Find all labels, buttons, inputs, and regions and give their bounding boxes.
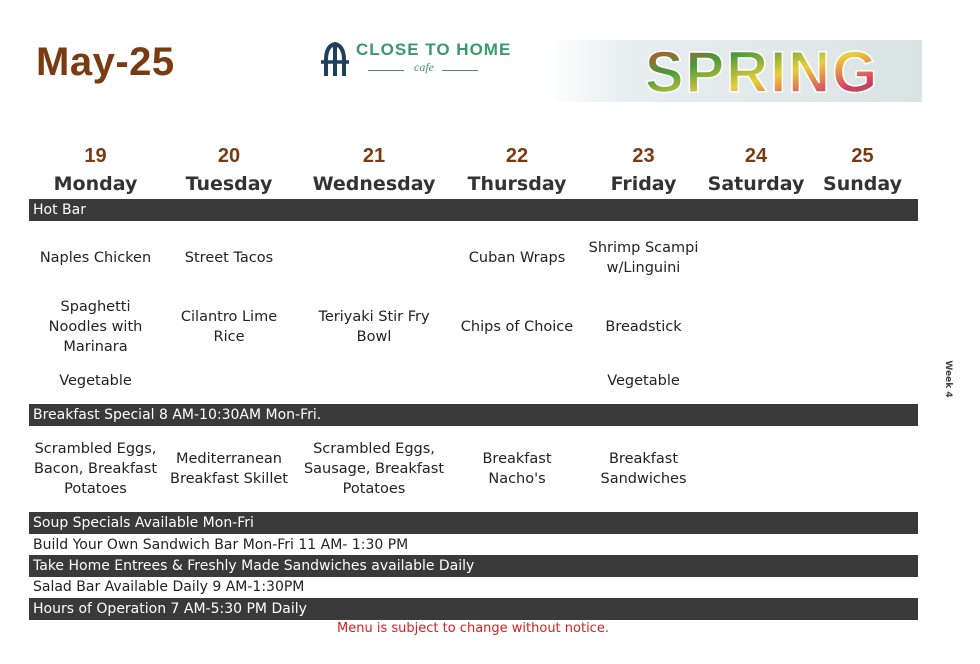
day-number: 24 [744, 145, 768, 167]
spring-banner [546, 40, 922, 102]
week-label: Week 4 [943, 360, 953, 398]
day-header-thursday [452, 142, 582, 198]
section-salad-bar: Salad Bar Available Daily 9 AM-1:30PM [33, 579, 305, 595]
day-header-wednesday [296, 142, 452, 198]
day-number: 22 [505, 145, 529, 167]
hot-bar-main-item: Street Tacos [184, 250, 274, 266]
logo-divider-right [442, 70, 478, 71]
hot-bar-main-item: Shrimp Scampi w/Linguini [588, 240, 699, 276]
day-number: 23 [632, 145, 655, 167]
logo-name: CLOSE TO HOME [356, 40, 512, 59]
day-name: Thursday [467, 173, 567, 195]
day-name: Sunday [823, 173, 902, 195]
section-hours: Hours of Operation 7 AM-5:30 PM Daily [29, 598, 918, 620]
day-header-friday [582, 142, 705, 198]
breakfast-item: Scrambled Eggs, Sausage, Breakfast Potatoes [303, 441, 445, 497]
hot-bar-side-item: Chips of Choice [460, 319, 574, 335]
hot-bar-side-item: Spaghetti Noodles with Marinara [48, 299, 143, 355]
day-number: 19 [84, 145, 107, 167]
day-number: 20 [217, 145, 241, 167]
hot-bar-vegetable-item [300, 370, 448, 392]
hot-bar-vegetable-item [166, 370, 292, 392]
hot-bar-vegetable-item: Vegetable [607, 373, 680, 389]
day-name: Wednesday [312, 173, 436, 195]
section-soup-specials: Soup Specials Available Mon-Fri [29, 512, 918, 534]
day-name: Friday [610, 173, 677, 195]
hot-bar-main-item: Cuban Wraps [468, 250, 566, 266]
day-name: Monday [53, 173, 138, 195]
day-header-tuesday [162, 142, 296, 198]
breakfast-item: Breakfast Nacho's [482, 451, 552, 487]
section-breakfast-special: Breakfast Special 8 AM-10:30AM Mon-Fri. [29, 404, 918, 426]
section-sandwich-bar: Build Your Own Sandwich Bar Mon-Fri 11 AM- 1:30 PM [33, 537, 409, 553]
menu-notice: Menu is subject to change without notice. [337, 621, 609, 636]
hot-bar-vegetable-item: Vegetable [59, 373, 132, 389]
section-take-home: Take Home Entrees & Freshly Made Sandwiches available Daily [29, 555, 918, 577]
spring-banner-text: SPRING [644, 40, 880, 102]
hot-bar-vegetable-item [456, 370, 578, 392]
breakfast-item: Mediterranean Breakfast Skillet [170, 451, 288, 487]
hot-bar-side-item: Teriyaki Stir Fry Bowl [318, 309, 430, 345]
close-to-home-logo-icon [318, 40, 352, 78]
logo-subtitle: cafe [414, 60, 434, 74]
section-hot-bar: Hot Bar [29, 199, 918, 221]
day-name: Tuesday [185, 173, 273, 195]
hot-bar-main-item: Naples Chicken [39, 250, 152, 266]
day-name: Saturday [707, 173, 805, 195]
day-header-monday [29, 142, 162, 198]
day-header-sunday [807, 142, 918, 198]
logo-divider-left [368, 70, 404, 71]
hot-bar-side-item: Cilantro Lime Rice [180, 309, 278, 345]
day-header-saturday [705, 142, 807, 198]
page-title: May-25 [36, 40, 175, 84]
day-number: 25 [851, 145, 874, 167]
breakfast-item: Breakfast Sandwiches [600, 451, 687, 487]
breakfast-item: Scrambled Eggs, Bacon, Breakfast Potatoes [33, 441, 158, 497]
day-number: 21 [362, 145, 386, 167]
hot-bar-main-item [300, 226, 448, 290]
hot-bar-side-item: Breadstick [605, 319, 682, 335]
cafe-logo [318, 38, 518, 80]
